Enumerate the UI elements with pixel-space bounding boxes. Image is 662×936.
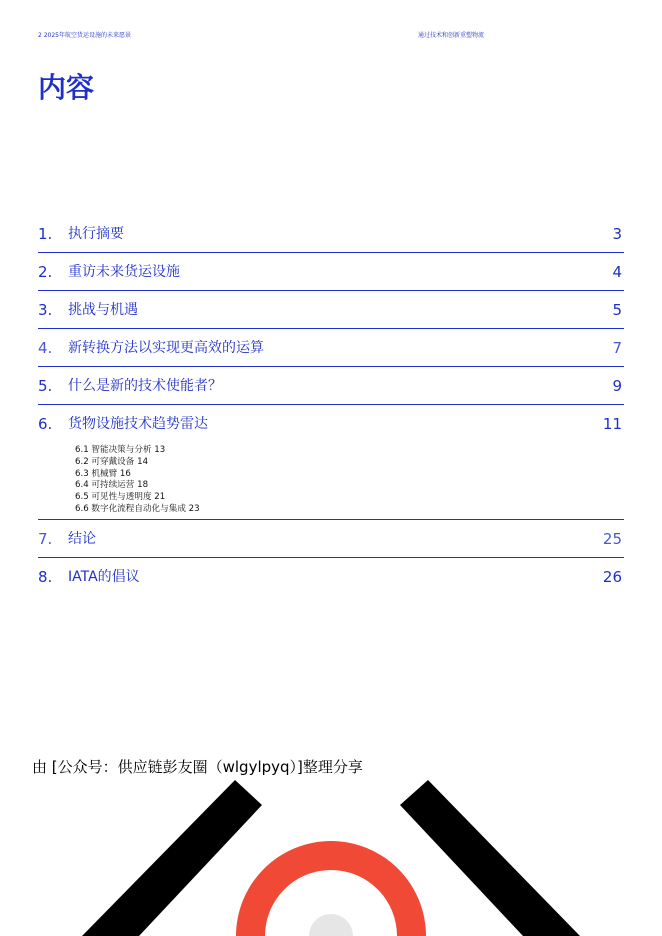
decorative-graphic bbox=[0, 770, 662, 936]
toc-item-3[interactable] bbox=[38, 291, 624, 329]
toc-item-number: 2. bbox=[38, 263, 53, 281]
toc-item-page: 26 bbox=[602, 568, 622, 586]
toc-item-page: 25 bbox=[602, 530, 622, 548]
table-of-contents bbox=[38, 215, 624, 595]
toc-item-page: 11 bbox=[602, 415, 622, 433]
toc-item-label: 货物设施技术趋势雷达 bbox=[68, 416, 208, 432]
gray-half-circle bbox=[309, 914, 353, 936]
toc-item-7[interactable] bbox=[38, 520, 624, 558]
toc-item-page: 9 bbox=[612, 377, 622, 395]
toc-item-label: IATA的倡议 bbox=[68, 569, 140, 585]
toc-item-1[interactable] bbox=[38, 215, 624, 253]
toc-item-label: 挑战与机遇 bbox=[68, 302, 138, 318]
toc-item-label: 执行摘要 bbox=[68, 226, 124, 242]
page-header-right: 通过技术和创新重塑物流 bbox=[418, 32, 485, 39]
toc-item-number: 6. bbox=[38, 415, 53, 433]
toc-item-8[interactable] bbox=[38, 558, 624, 595]
toc-item-number: 3. bbox=[38, 301, 53, 319]
black-diagonal-bar-right bbox=[400, 780, 580, 936]
toc-item-page: 7 bbox=[612, 339, 622, 357]
toc-item-number: 4. bbox=[38, 339, 53, 357]
toc-item-label: 什么是新的技术使能者？ bbox=[68, 378, 222, 394]
toc-item-number: 8. bbox=[38, 568, 53, 586]
toc-item-page: 4 bbox=[612, 263, 622, 281]
toc-item-4[interactable] bbox=[38, 329, 624, 367]
toc-subitem[interactable]: 6.4 可持续运营 18 bbox=[75, 480, 149, 491]
toc-subsection-list bbox=[75, 445, 200, 516]
toc-item-number: 7. bbox=[38, 530, 53, 548]
toc-item-6[interactable] bbox=[38, 405, 624, 520]
toc-item-page: 3 bbox=[612, 225, 622, 243]
toc-subitem[interactable]: 6.5 可见性与透明度 21 bbox=[75, 492, 166, 503]
toc-item-5[interactable] bbox=[38, 367, 624, 405]
black-diagonal-bar-left bbox=[82, 780, 262, 936]
page-header-left: 2 2025年航空货运设施的未来愿景 bbox=[38, 32, 131, 39]
toc-subitem[interactable]: 6.3 机械臂 16 bbox=[75, 468, 131, 479]
toc-item-page: 5 bbox=[612, 301, 622, 319]
toc-item-label: 重访未来货运设施 bbox=[68, 264, 180, 280]
toc-subitem[interactable]: 6.2 可穿戴设备 14 bbox=[75, 456, 149, 467]
toc-item-label: 结论 bbox=[68, 531, 96, 547]
toc-item-number: 1. bbox=[38, 225, 53, 243]
toc-subitem[interactable]: 6.6 数字化流程自动化与集成 23 bbox=[75, 503, 200, 514]
toc-item-2[interactable] bbox=[38, 253, 624, 291]
share-note: 由 [公众号：供应链彭友圈（wlgylpyq）]整理分享 bbox=[32, 758, 363, 776]
toc-item-label: 新转换方法以实现更高效的运算 bbox=[68, 340, 264, 356]
toc-subitem[interactable]: 6.1 智能决策与分析 13 bbox=[75, 445, 166, 455]
toc-item-number: 5. bbox=[38, 377, 53, 395]
page-title: 内容 bbox=[38, 71, 95, 104]
